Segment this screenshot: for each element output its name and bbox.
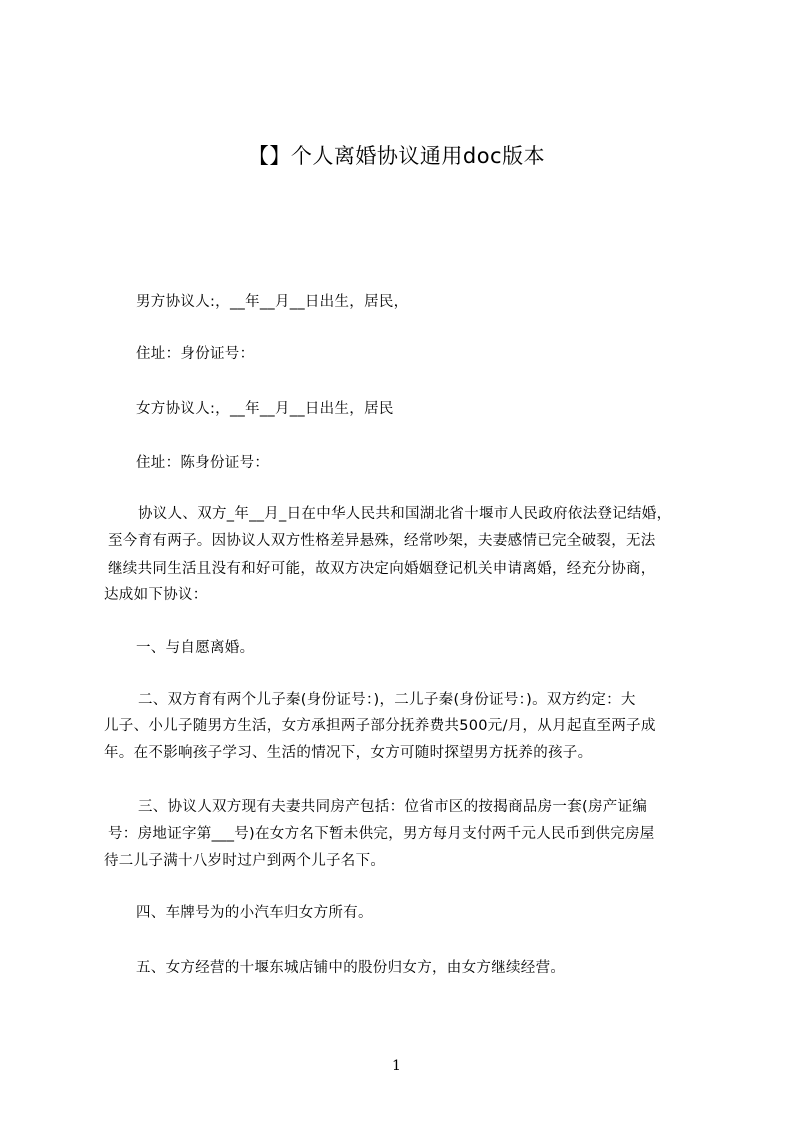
paragraph-line: 号：房地证字第___号)在女方名下暂未供完，男方每月支付两千元人民币到供完房屋 <box>108 826 655 842</box>
paragraph-line: 住址：陈身份证号： <box>136 455 270 471</box>
paragraph-line: 住址：身份证号： <box>136 346 255 362</box>
paragraph-line: 儿子、小儿子随男方生活，女方承担两子部分抚养费共500元/月，从月起直至两子成 <box>104 718 656 734</box>
paragraph-line: 女方协议人:，__年__月__日出生，居民 <box>136 401 394 417</box>
paragraph-line: 协议人、双方_年__月_日在中华人民共和国湖北省十堰市人民政府依法登记结婚， <box>138 506 672 522</box>
paragraph-line: 三、协议人双方现有夫妻共同房产包括：位省市区的按揭商品房一套(房产证编 <box>138 799 648 815</box>
paragraph-line: 四、车牌号为的小汽车归女方所有。 <box>136 905 373 921</box>
page-number: 1 <box>392 1058 401 1074</box>
document-title: 【】个人离婚协议通用doc版本 <box>247 144 546 168</box>
paragraph-line: 男方协议人:，__年__月__日出生，居民， <box>136 294 409 310</box>
paragraph-line: 继续共同生活且没有和好可能，故双方决定向婚姻登记机关申请离婚，经充分协商， <box>108 561 656 577</box>
paragraph-line: 达成如下协议： <box>104 587 208 603</box>
paragraph-line: 至今育有两子。因协议人双方性格差异悬殊，经常吵架，夫妻感情已完全破裂，无法 <box>108 533 656 549</box>
paragraph-line: 二、双方育有两个儿子秦(身份证号：)，二儿子秦(身份证号：)。双方约定：大 <box>138 692 636 708</box>
paragraph-line: 年。在不影响孩子学习、生活的情况下，女方可随时探望男方抚养的孩子。 <box>104 745 593 761</box>
paragraph-line: 待二儿子满十八岁时过户到两个儿子名下。 <box>104 853 386 869</box>
paragraph-line: 一、与自愿离婚。 <box>136 640 255 656</box>
paragraph-line: 五、女方经营的十堰东城店铺中的股份归女方，由女方继续经营。 <box>136 960 566 976</box>
